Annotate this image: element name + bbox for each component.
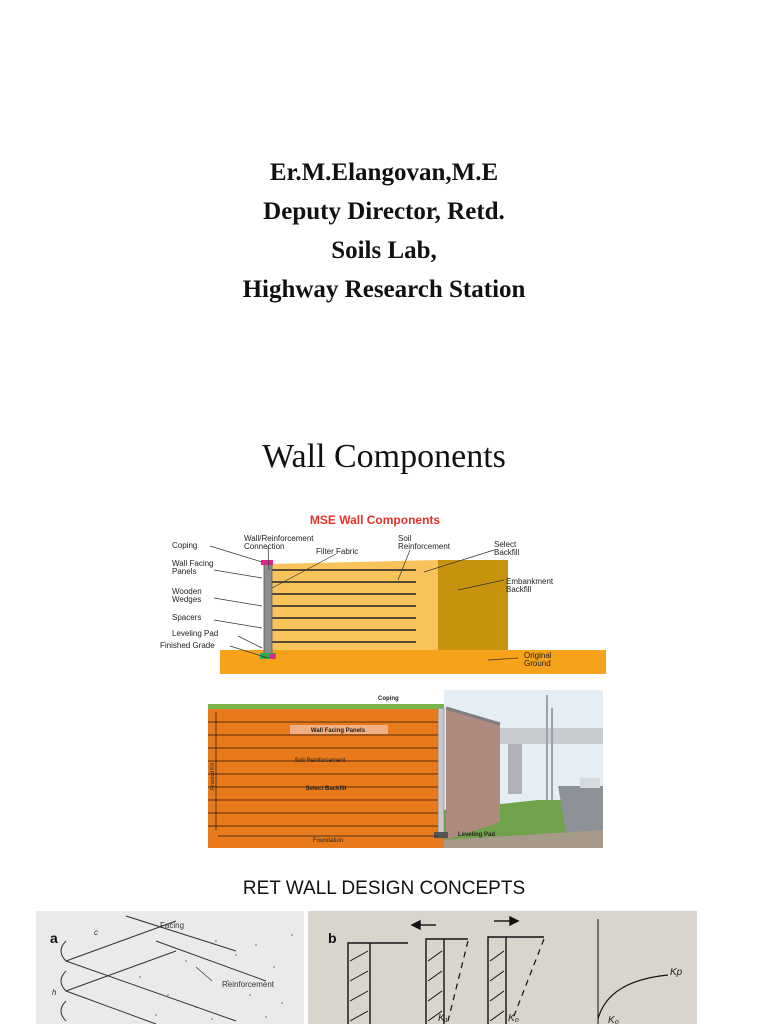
label-original-ground-1: Original xyxy=(524,651,552,660)
panel-a-facing-label: Facing xyxy=(160,921,185,930)
panel-b-k0b-label: K₀ xyxy=(608,1015,619,1024)
label-wall-facing-1: Wall Facing xyxy=(172,559,214,568)
author-block xyxy=(0,153,768,309)
label-wall-facing-2: Panels xyxy=(172,567,197,576)
photo-car xyxy=(580,778,600,788)
label-section-select-backfill: Select Backfill xyxy=(305,786,347,792)
author-department: Soils Lab, xyxy=(331,237,437,264)
panel-a-h-label: h xyxy=(52,988,57,997)
label-select-backfill-1: Select xyxy=(494,540,517,549)
panel-b-k1-label: K₁ xyxy=(438,1013,448,1024)
section-top-grass xyxy=(208,704,444,709)
panel-b-letter: b xyxy=(328,930,337,946)
label-section-soil-reinforcement: Soil Reinforcement xyxy=(294,758,346,764)
author-organization: Highway Research Station xyxy=(242,276,526,303)
panel-b-background xyxy=(308,911,697,1024)
select-backfill-zone xyxy=(270,560,438,650)
author-position: Deputy Director, Retd. xyxy=(263,198,505,225)
label-wall-reinf-connection-2: Connection xyxy=(244,542,285,551)
section-leveling-pad xyxy=(434,832,448,838)
panel-b-kp-label: Kp xyxy=(670,967,683,978)
photo-wall-face xyxy=(446,708,500,840)
mse-wall-diagram xyxy=(158,508,608,680)
photo-overpass xyxy=(498,728,603,744)
mse-diagram-title: MSE Wall Components xyxy=(309,513,441,527)
embankment-backfill-zone xyxy=(438,560,508,650)
design-concepts-heading: RET WALL DESIGN CONCEPTS xyxy=(242,878,526,899)
concept-panel-b xyxy=(308,911,697,1024)
label-section-foundation: Foundation xyxy=(312,838,344,844)
panel-b-k0-label: K₀ xyxy=(508,1013,519,1024)
section-heading: Wall Components xyxy=(262,438,506,475)
label-select-backfill-2: Backfill xyxy=(494,548,520,557)
photo-pier xyxy=(508,744,522,794)
label-filter-fabric: Filter Fabric xyxy=(316,547,359,556)
wall-section-photo xyxy=(208,690,603,848)
label-embankment-2: Backfill xyxy=(506,585,532,594)
label-leveling-pad: Leveling Pad xyxy=(172,629,219,638)
label-section-wall-facing: Wall Facing Panels xyxy=(310,728,366,734)
label-finished-grade: Finished Grade xyxy=(160,641,215,650)
author-name: Er.M.Elangovan,M.E xyxy=(269,159,499,186)
label-wall-reinf-connection-1: Wall/Reinforcement xyxy=(244,534,314,543)
coping-block xyxy=(261,560,273,565)
label-section-finished-fill: Finished Fill xyxy=(210,763,216,790)
section-wall-facing xyxy=(438,708,444,838)
panel-a-reinforcement-label: Reinforcement xyxy=(222,980,275,989)
panel-a-letter: a xyxy=(50,930,58,946)
label-embankment-1: Embankment xyxy=(506,577,554,586)
panel-a-c-label: c xyxy=(94,928,98,937)
label-wooden-wedges-1: Wooden xyxy=(172,587,202,596)
wall-facing-panel xyxy=(264,562,272,654)
label-section-coping: Coping xyxy=(378,696,399,702)
label-wooden-wedges-2: Wedges xyxy=(172,595,202,604)
label-original-ground-2: Ground xyxy=(524,659,551,668)
label-spacers: Spacers xyxy=(172,613,202,622)
label-section-leveling-pad: Leveling Pad xyxy=(458,832,496,838)
leveling-pad-marker xyxy=(269,654,275,659)
label-soil-reinforcement-1: Soil xyxy=(398,534,412,543)
concept-panel-a xyxy=(36,911,304,1024)
label-coping: Coping xyxy=(172,541,198,550)
label-soil-reinforcement-2: Reinforcement xyxy=(398,542,451,551)
